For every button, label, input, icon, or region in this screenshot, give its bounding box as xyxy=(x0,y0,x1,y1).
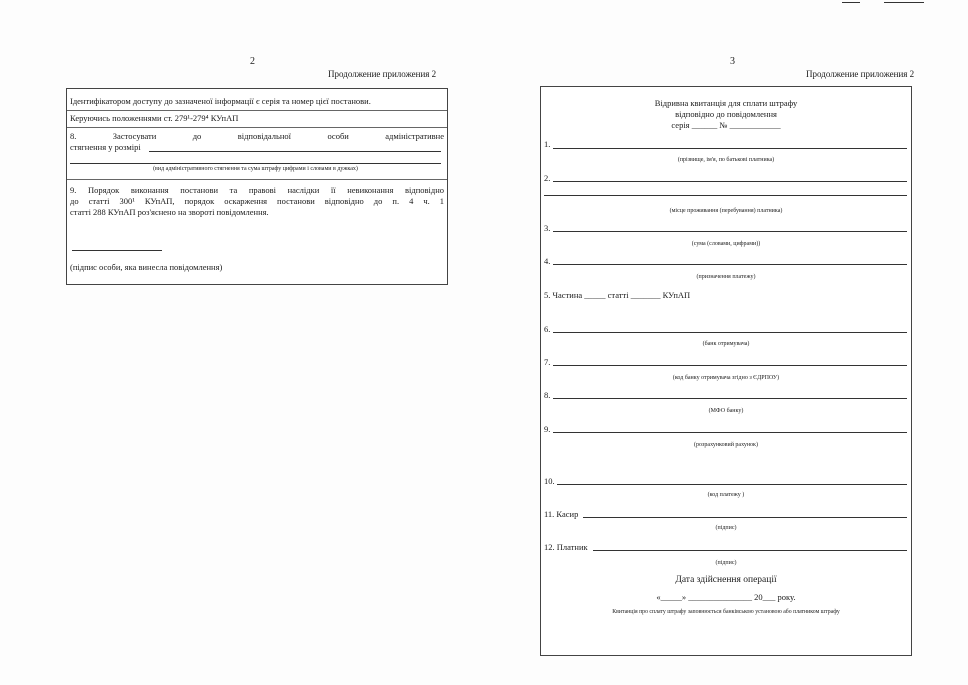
item-9-number: 9. xyxy=(544,424,551,434)
divider xyxy=(67,127,447,128)
item-8-line xyxy=(553,398,907,399)
item-2-hint: (місце проживання (перебування) платника) xyxy=(669,208,783,214)
cashier-line xyxy=(583,517,907,518)
receipt-footnote: Квитанція про сплату штрафу заповнюється банківською установою або платником штрафу xyxy=(612,609,840,615)
item-3-line xyxy=(553,231,907,232)
left-page-number: 2 xyxy=(250,56,255,67)
item-10-number: 10. xyxy=(544,476,555,486)
cashier-hint: (підпис) xyxy=(715,525,737,531)
item-10-line xyxy=(557,484,907,485)
item-8-hint-right: (МФО банку) xyxy=(708,408,744,414)
scan-mark xyxy=(842,2,860,3)
divider xyxy=(67,179,447,180)
item-8-hint: (вид адміністративного стягнення та сума штрафу цифрами і словами в дужках) xyxy=(153,166,358,172)
item-6-number: 6. xyxy=(544,324,551,334)
item-9-text: 9. Порядок виконання постанови та правові наслідки її невиконання відповідно xyxy=(70,185,444,195)
cashier-label: 11. Касир xyxy=(544,509,579,519)
item-10-hint: (код платежу ) xyxy=(707,492,745,498)
item-9-line xyxy=(553,432,907,433)
item-3-number: 3. xyxy=(544,223,551,233)
item-8-number: 8. xyxy=(544,390,551,400)
item-8-text: 8. Застосувати до відповідальної особи адміністративне xyxy=(70,131,444,141)
divider xyxy=(67,110,447,111)
date-line: «_____» _______________ 20___ року. xyxy=(656,592,796,602)
scan-mark xyxy=(884,2,924,3)
item-3-hint: (сума (словами, цифрами)) xyxy=(691,241,761,247)
item-2-line xyxy=(553,181,907,182)
receipt-subtitle: відповідно до повідомлення xyxy=(675,109,777,119)
item-2-line-2 xyxy=(544,195,907,196)
item-7-number: 7. xyxy=(544,357,551,367)
item-1-number: 1. xyxy=(544,139,551,149)
item-7-hint: (код банку отримувача згідно з ЄДРПОУ) xyxy=(672,375,780,381)
payer-line xyxy=(593,550,907,551)
payer-hint: (підпис) xyxy=(715,560,737,566)
right-continuation: Продолжение приложения 2 xyxy=(806,69,915,79)
left-continuation: Продолжение приложения 2 xyxy=(328,69,437,79)
item-4-number: 4. xyxy=(544,256,551,266)
item-2-number: 2. xyxy=(544,173,551,183)
item-9-text-cont: до статті 300¹ КУпАП, порядок оскарження постанови відповідно до п. 4 ч. 1 xyxy=(70,196,444,206)
right-page-number: 3 xyxy=(730,56,735,67)
left-form-box xyxy=(66,88,448,285)
item-9-text-end: статті 288 КУпАП роз'яснено на звороті повідомлення. xyxy=(70,207,269,217)
receipt-series: серія ______ № ____________ xyxy=(671,120,781,130)
signature-line xyxy=(72,250,162,251)
item-6-hint: (банк отримувача) xyxy=(702,341,750,347)
item-8-fill-line xyxy=(149,151,441,152)
item-6-line xyxy=(553,332,907,333)
access-id-text: Ідентифікатором доступу до зазначеної інформації є серія та номер цієї постанови. xyxy=(70,96,371,106)
payer-label: 12. Платник xyxy=(544,542,588,552)
item-4-hint: (призначення платежу) xyxy=(696,274,756,280)
receipt-title: Відривна квитанція для сплати штрафу xyxy=(654,98,798,108)
item-4-line xyxy=(553,264,907,265)
item-7-line xyxy=(553,365,907,366)
item-1-line xyxy=(553,148,907,149)
item-9-hint-right: (розрахунковий рахунок) xyxy=(694,442,758,448)
item-8-text-cont: стягнення у розмірі xyxy=(70,142,141,152)
item-5-text: 5. Частина _____ статті _______ КУпАП xyxy=(544,290,691,300)
date-title: Дата здійснення операції xyxy=(675,575,777,585)
signature-hint: (підпис особи, яка винесла повідомлення) xyxy=(70,262,223,272)
item-8-fill-line xyxy=(70,163,441,164)
item-1-hint: (прізвище, ім'я, по батькові платника) xyxy=(677,157,775,163)
legal-basis-text: Керуючись положеннями ст. 279¹-279⁴ КУпАП xyxy=(70,113,239,123)
receipt-box xyxy=(540,86,912,656)
